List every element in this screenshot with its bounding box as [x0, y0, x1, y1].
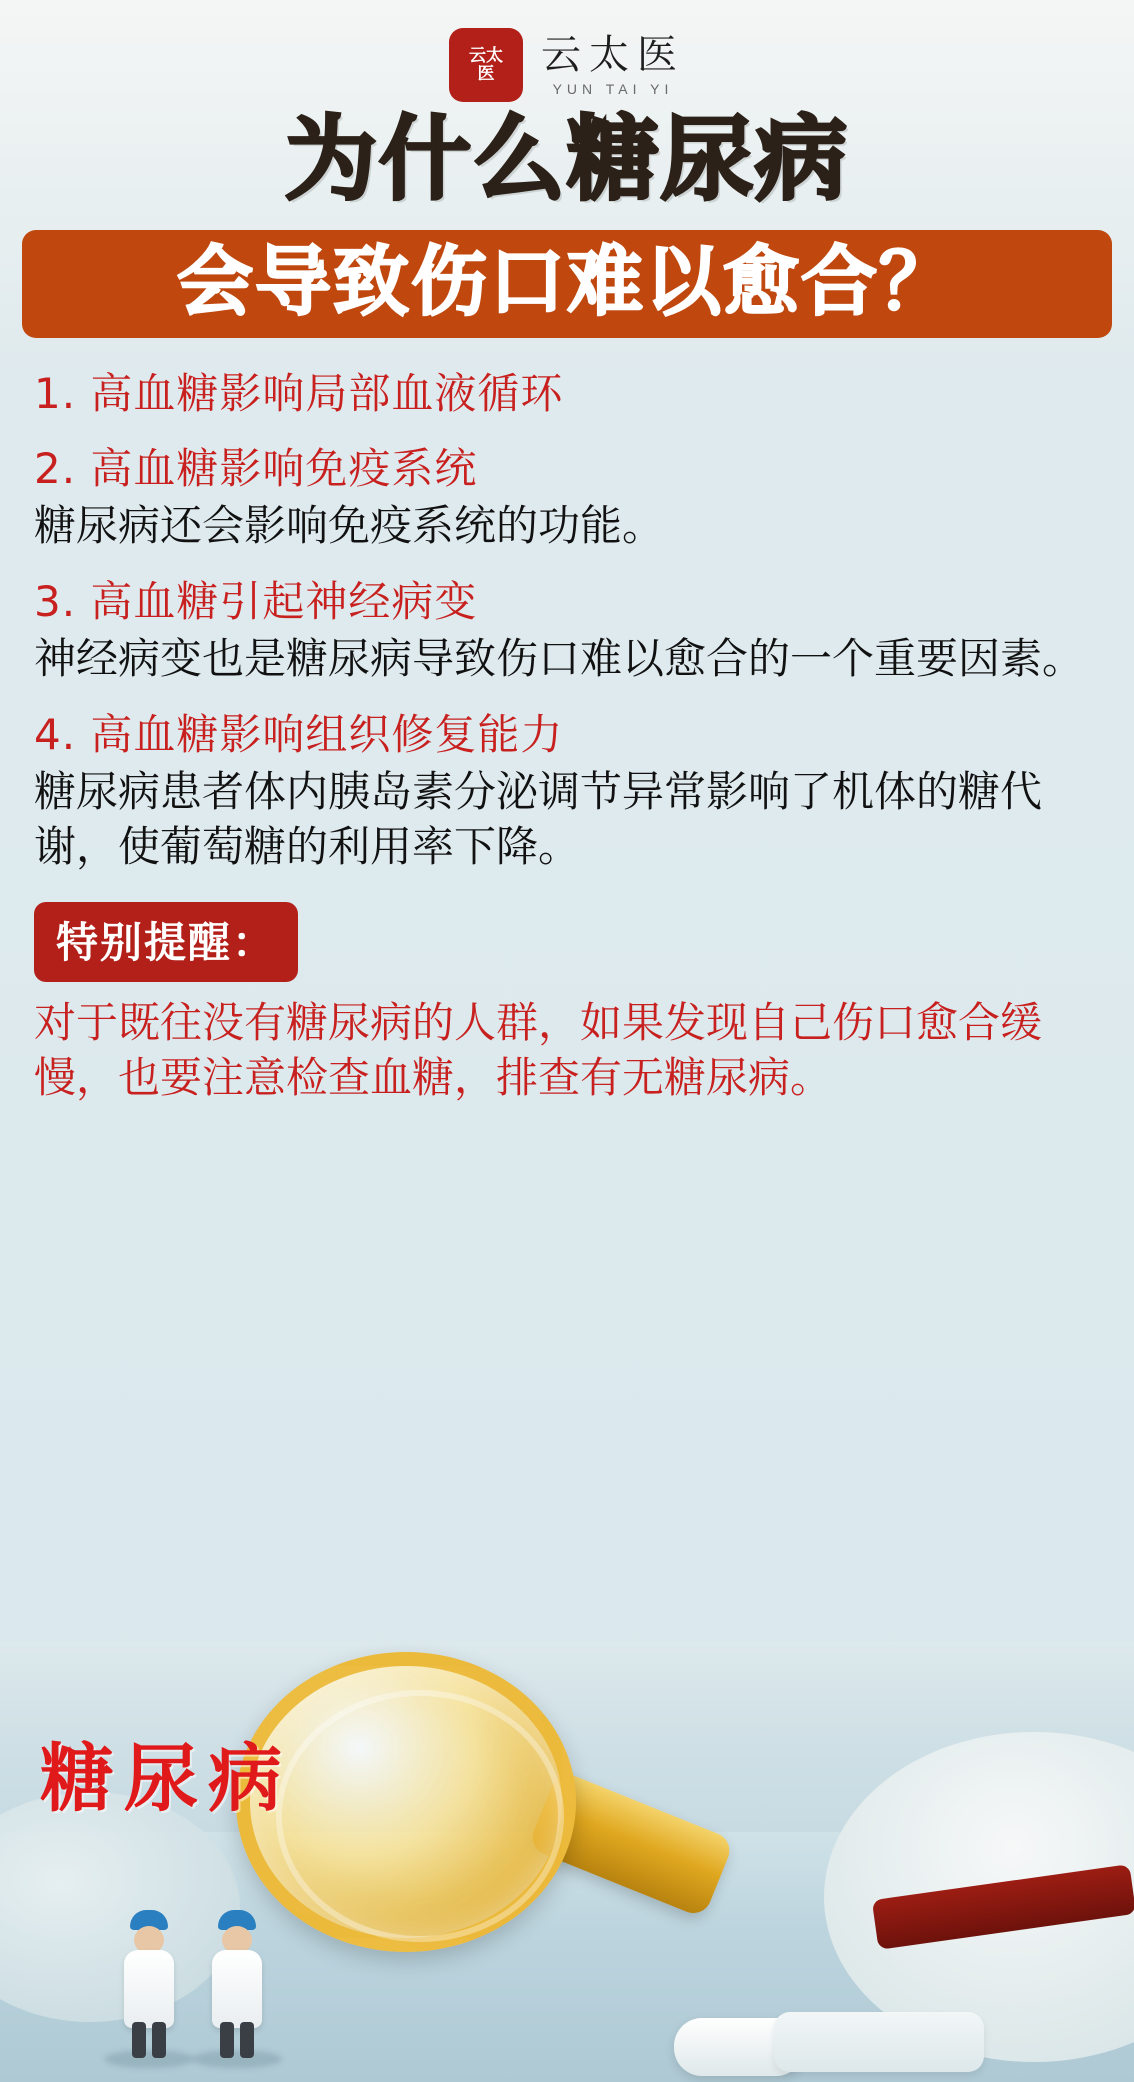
headline-band	[22, 230, 1112, 338]
brand-name-en: YUN TAI YI	[552, 80, 674, 97]
list-item-title: 3. 高血糖引起神经病变	[34, 576, 478, 626]
brand-header	[0, 0, 1134, 96]
magnifier-label: 糖尿病	[40, 1736, 292, 1822]
logo-seal-line2: 医	[477, 64, 495, 84]
list-item	[34, 709, 1100, 875]
bottom-photo	[0, 1642, 1134, 2082]
list-item	[34, 368, 1100, 421]
list-item-title: 1. 高血糖影响局部血液循环	[34, 369, 564, 418]
doctor-leg	[132, 2022, 146, 2058]
magnifier-glass-inner-ring	[276, 1690, 564, 1942]
list-item-body: 神经病变也是糖尿病导致伤口难以愈合的一个重要因素。	[34, 634, 1085, 684]
list-item-body: 糖尿病患者体内胰岛素分泌调节异常影响了机体的糖代谢，使葡萄糖的利用率下降。	[34, 767, 1043, 871]
doctor-coat	[212, 1950, 262, 2028]
brand-text	[541, 31, 685, 97]
miniature-doctor-figure	[206, 1910, 268, 2060]
list-item-body: 糖尿病还会影响免疫系统的功能。	[34, 501, 665, 550]
reminder-badge: 特别提醒：	[34, 902, 298, 982]
photo-pill-strip	[774, 2012, 984, 2072]
list-item-title: 2. 高血糖影响免疫系统	[34, 443, 478, 493]
doctor-leg	[220, 2022, 234, 2058]
list-item	[34, 576, 1100, 687]
brand-name-cn: 云太医	[541, 31, 685, 78]
headline-line-2: 会导致伤口难以愈合？	[177, 237, 957, 326]
headline	[0, 106, 1134, 338]
reminder-text: 对于既往没有糖尿病的人群，如果发现自己伤口愈合缓慢，也要注意检查血糖，排查有无糖尿病。	[34, 998, 1043, 1102]
doctor-leg	[240, 2022, 254, 2058]
miniature-doctor-figure	[118, 1910, 180, 2060]
doctor-leg	[152, 2022, 166, 2058]
logo-seal	[449, 28, 523, 102]
list-item	[34, 443, 1100, 554]
list-item-title: 4. 高血糖影响组织修复能力	[34, 709, 564, 759]
headline-line-1: 为什么糖尿病	[284, 106, 849, 213]
reminder-block	[34, 896, 1100, 1105]
logo-seal-line1: 云太	[469, 45, 503, 66]
doctor-coat	[124, 1950, 174, 2028]
brand-logo-icon	[449, 28, 523, 102]
content-list	[0, 338, 1134, 1106]
